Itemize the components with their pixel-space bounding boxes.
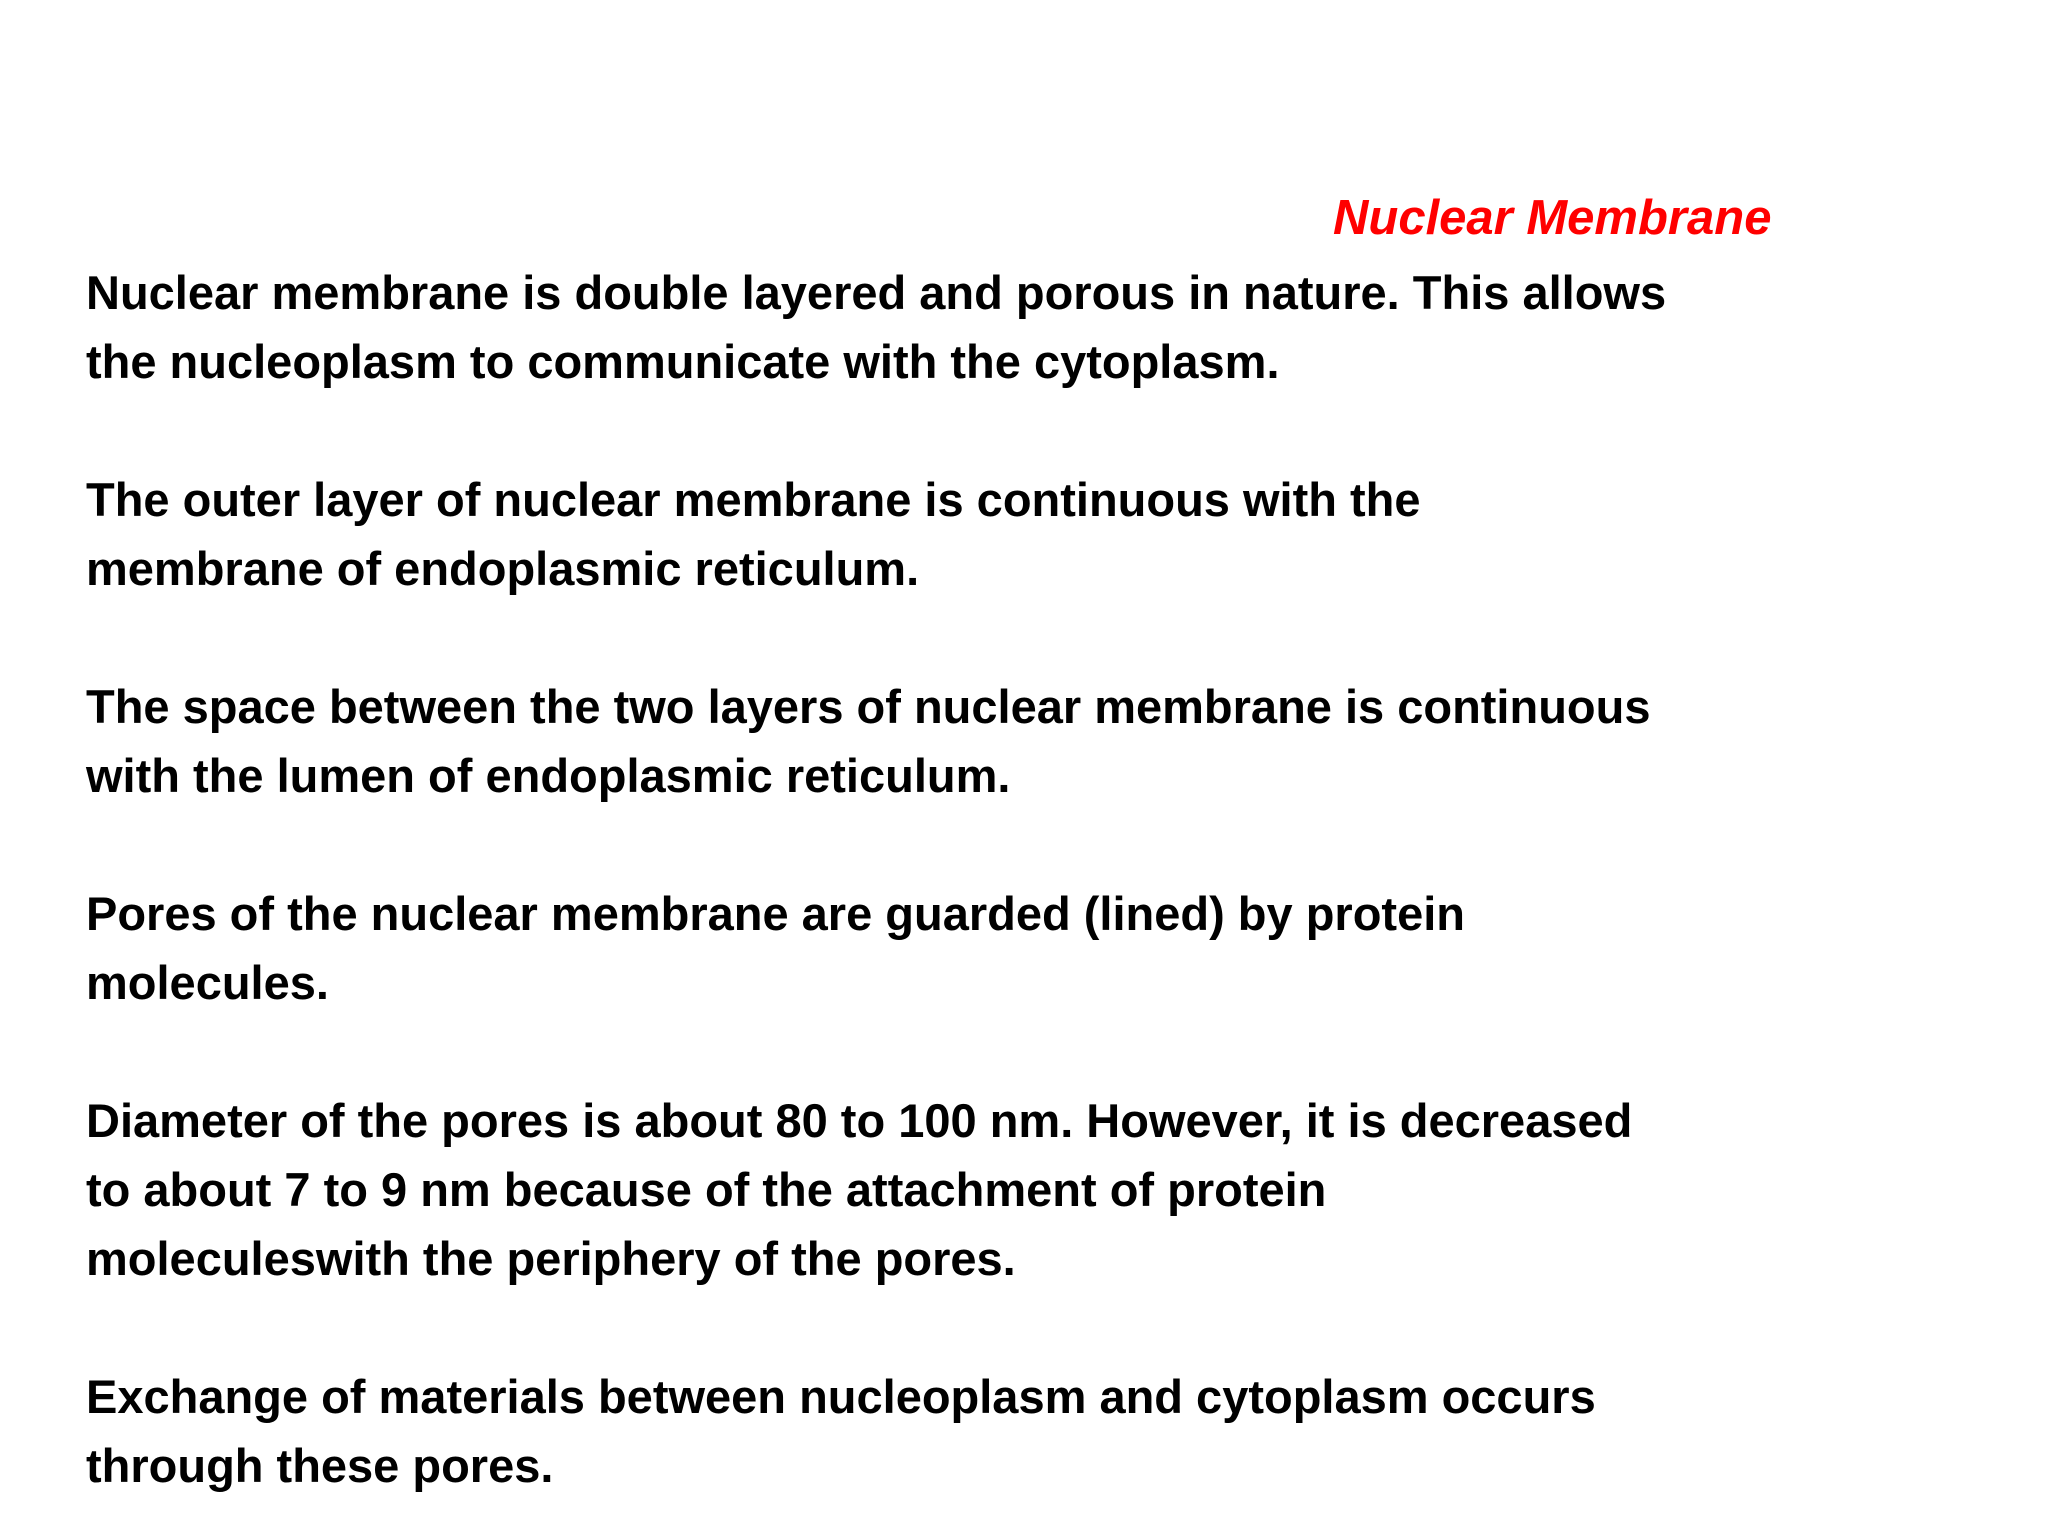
- paragraph-exchange-of-materials: Exchange of materials between nucleoplasm and cytoplasm occurs through these pores.: [86, 1370, 1596, 1492]
- paragraph-double-layered: Nuclear membrane is double layered and porous in nature. This allows the nucleoplasm to communicate with the cytoplasm.: [86, 266, 1667, 388]
- slide-title: Nuclear Membrane: [1333, 191, 1772, 245]
- slide-body: [86, 258, 1966, 1500]
- paragraph-pore-diameter: Diameter of the pores is about 80 to 100 nm. However, it is decreased to about 7 to 9 nm because of the attachment of protein moleculeswith the periphery of the pores.: [86, 1094, 1633, 1285]
- paragraph-pores-guarded: Pores of the nuclear membrane are guarded (lined) by protein molecules.: [86, 887, 1465, 1009]
- paragraph-space-between-layers: The space between the two layers of nuclear membrane is continuous with the lumen of endoplasmic reticulum.: [86, 680, 1651, 802]
- paragraph-outer-layer: The outer layer of nuclear membrane is continuous with the membrane of endoplasmic reticulum.: [86, 473, 1421, 595]
